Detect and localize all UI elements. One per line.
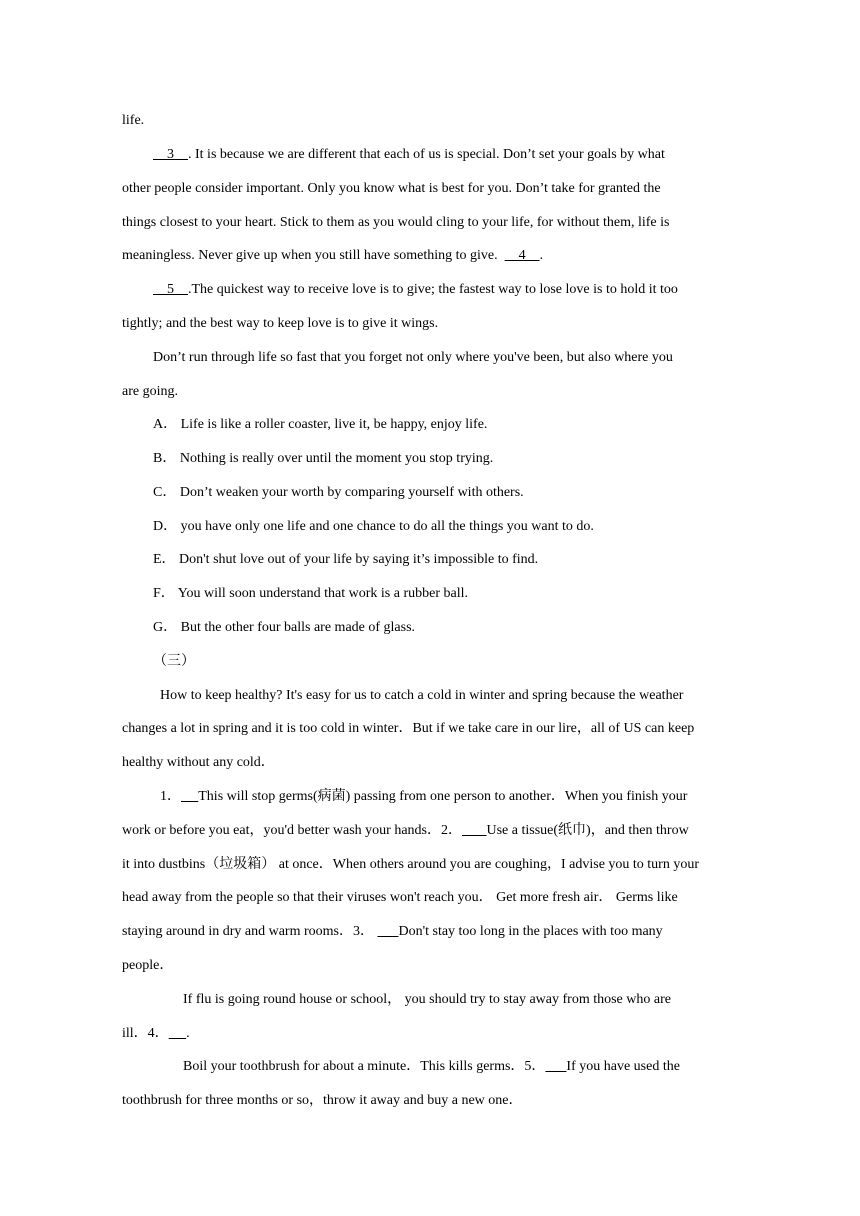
text-span: staying around in dry and warm rooms．3． — [122, 924, 378, 939]
option-d: D． you have only one life and one chance to do all the things you want to do. — [153, 519, 594, 534]
text-line: changes a lot in spring and it is too cold in winter．But if we take care in our lire，all of US can keep — [122, 721, 695, 736]
text-line: If flu is going round house or school， you should try to stay away from those who are — [183, 992, 671, 1007]
text-span: meaningless. Never give up when you still have something to give. — [122, 248, 505, 263]
text-line: healthy without any cold． — [122, 755, 275, 770]
blank-4: 4 — [504, 248, 540, 263]
option-f: F． You will soon understand that work is a rubber ball. — [153, 586, 468, 601]
text-line: it into dustbins（垃圾箱） at once．When others around you are coughing，I advise you to turn your — [122, 857, 700, 872]
blank-3b-line — [122, 922, 663, 942]
blank-2-line — [122, 821, 689, 841]
blank-4-line — [122, 246, 543, 266]
text-line: other people consider important. Only you know what is best for you. Don’t take for granted the — [122, 181, 661, 196]
blank-2 — [462, 823, 487, 838]
text-span: . — [539, 248, 544, 263]
text-span: . — [186, 1026, 190, 1041]
blank-1-line — [160, 787, 687, 807]
text-span: ill．4． — [122, 1026, 169, 1041]
option-g: G． But the other four balls are made of glass. — [153, 620, 416, 635]
text-line: tightly; and the best way to keep love is to give it wings. — [122, 316, 439, 331]
text-line: things closest to your heart. Stick to them as you would cling to your life, for without them, life is — [122, 215, 670, 230]
paragraph-blank-3-line — [153, 145, 665, 165]
text-span: work or before you eat，you'd better wash your hands．2． — [122, 823, 462, 838]
paragraph-blank-5-line — [153, 280, 678, 300]
text-line: head away from the people so that their viruses won't reach you． Get more fresh air． Germs like — [122, 890, 678, 905]
text-span: Boil your toothbrush for about a minute．This kills germs．5． — [183, 1059, 546, 1074]
blank-5b-line — [183, 1057, 680, 1077]
blank-3b — [377, 924, 398, 939]
blank-1 — [181, 789, 198, 804]
text-span: . It is because we are different that each of us is special. Don’t set your goals by what — [188, 147, 665, 162]
blank-3: 3 — [153, 147, 188, 162]
option-e: E． Don't shut love out of your life by saying it’s impossible to find. — [153, 552, 539, 567]
text-span: 1． — [160, 789, 181, 804]
text-line: Don’t run through life so fast that you forget not only where you've been, but also where you — [153, 350, 673, 365]
text-span: If you have used the — [566, 1059, 680, 1074]
section-heading: （三） — [153, 654, 195, 669]
text-span: This will stop germs(病菌) passing from one person to another．When you finish your — [198, 789, 688, 804]
text-line: are going. — [122, 384, 178, 399]
blank-4b-line — [122, 1024, 190, 1044]
text-span: Use a tissue(纸巾)，and then throw — [486, 823, 689, 838]
blank-5b — [545, 1059, 566, 1074]
text-line: How to keep healthy? It's easy for us to catch a cold in winter and spring because the weather — [160, 688, 684, 703]
blank-5: 5 — [153, 282, 188, 297]
text-span: .The quickest way to receive love is to give; the fastest way to lose love is to hold it too — [188, 282, 678, 297]
option-a: A． Life is like a roller coaster, live it, be happy, enjoy life. — [153, 417, 488, 432]
blank-4b — [169, 1026, 187, 1041]
text-span: Don't stay too long in the places with too many — [398, 924, 663, 939]
text-line: people． — [122, 958, 174, 973]
text-line: life. — [122, 113, 145, 128]
option-b: B． Nothing is really over until the moment you stop trying. — [153, 451, 494, 466]
text-line: toothbrush for three months or so，throw it away and buy a new one． — [122, 1093, 523, 1108]
option-c: C． Don’t weaken your worth by comparing yourself with others. — [153, 485, 524, 500]
